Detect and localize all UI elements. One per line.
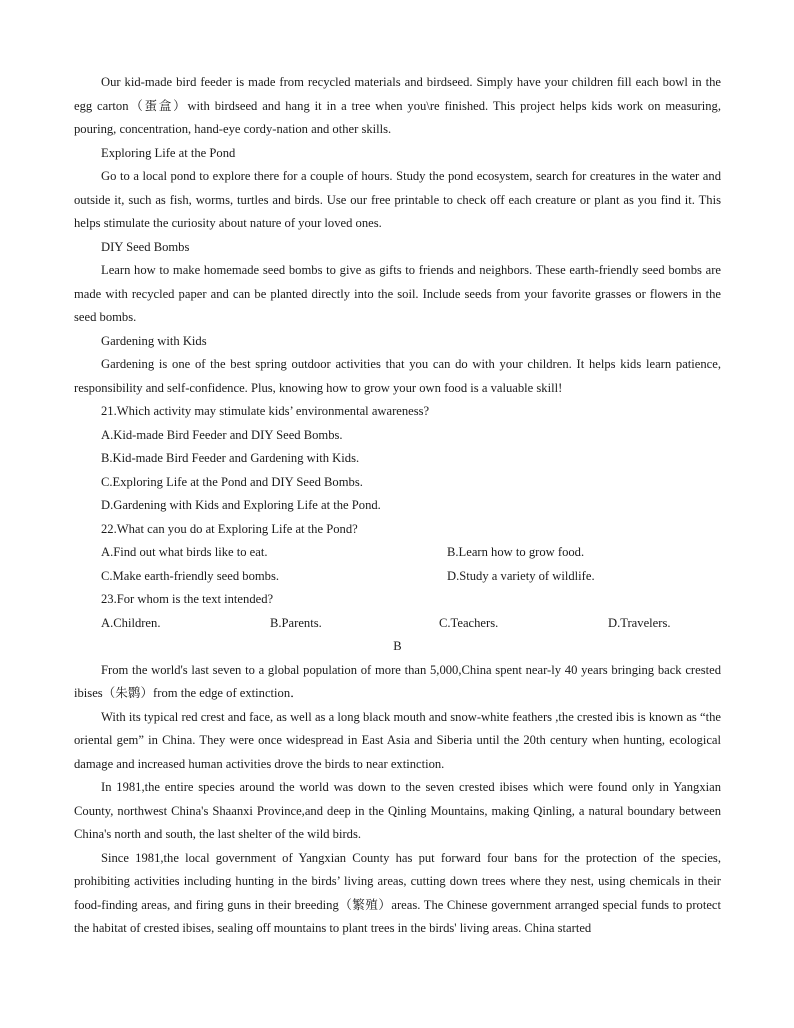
- question-23-options-row: [74, 612, 721, 636]
- question-23-option-c: C.Teachers.: [439, 615, 499, 630]
- passage-b-paragraph-3: In 1981,the entire species around the world was down to the seven crested ibises which were found only in Yangxian County, northwest China's Shaanxi Province,and deep in the Qinling Mountains, making Qinling, a natural boundary between China's north and south, the last shelter of the wild birds.: [74, 780, 721, 841]
- bird-feeder-paragraph: Our kid-made bird feeder is made from recycled materials and birdseed. Simply have your children fill each bowl in the egg carton（蛋盒）with birdseed and hang it in a tree when you\re finished. This project helps kids work on measuring, pouring, concentration, hand-eye cordy-nation and other skills.: [74, 75, 721, 136]
- section-text-seed-bombs: Learn how to make homemade seed bombs to give as gifts to friends and neighbors. These earth-friendly seed bombs are made with recycled paper and can be planted directly into the soil. Include seeds from your favorite grasses or flowers in the seed bombs.: [74, 263, 721, 324]
- question-22-option-b: B.Learn how to grow food.: [447, 545, 585, 559]
- question-22-option-a: A.Find out what birds like to eat.: [101, 545, 268, 559]
- question-23-stem: 23.For whom is the text intended?: [101, 592, 274, 606]
- section-text-pond: Go to a local pond to explore there for a couple of hours. Study the pond ecosystem, search for creatures in the water and outside it, such as fish, worms, turtles and birds. Use our free printable to check off each creature or plant as you find it. This helps stimulate the curiosity about nature of your loved ones.: [74, 169, 721, 230]
- section-text-gardening: Gardening is one of the best spring outdoor activities that you can do with your children. It helps kids learn patience, responsibility and self-confidence. Plus, knowing how to grow your own food is a valuable skill!: [74, 357, 721, 395]
- passage-b-paragraph-1: From the world's last seven to a global population of more than 5,000,China spent near-ly 40 years bringing back crested ibises（朱鹮）from the edge of extinction．: [74, 662, 721, 700]
- passage-b-paragraph-2: With its typical red crest and face, as well as a long black mouth and snow-white feathers ,the crested ibis is known as “the oriental gem” in China. They were once widespread in East Asia and Siberia until the 20th century when hunting, ecological damage and increased human activities drove the birds to near extinction.: [74, 709, 721, 771]
- question-21-option-b: B.Kid-made Bird Feeder and Gardening with Kids.: [101, 451, 360, 465]
- question-23-option-a: A.Children.: [101, 615, 161, 630]
- question-22-stem: 22.What can you do at Exploring Life at the Pond?: [101, 521, 358, 536]
- question-22-options-row-2: [74, 565, 721, 589]
- question-22-options-row-1: [74, 541, 721, 565]
- question-22-option-c: C.Make earth-friendly seed bombs.: [101, 568, 280, 583]
- question-23-option-b: B.Parents.: [270, 615, 322, 630]
- passage-b-paragraph-4: Since 1981,the local government of Yangxian County has put forward four bans for the protection of the species, prohibiting activities including hunting in the birds’ living areas, cutting down trees where they nest, using chemicals in their food-finding areas, and firing guns in their breeding（繁殖）areas. The Chinese government arranged special funds to protect the habitat of crested ibises, sealing off mountains to plant trees in the birds' living areas. China started: [74, 850, 721, 935]
- question-21-option-d: D.Gardening with Kids and Exploring Life at the Pond.: [101, 498, 381, 512]
- section-heading-seed-bombs: DIY Seed Bombs: [101, 239, 190, 254]
- question-22-option-d: D.Study a variety of wildlife.: [447, 568, 595, 583]
- question-21-option-c: C.Exploring Life at the Pond and DIY Seed Bombs.: [101, 474, 363, 489]
- question-23-option-d: D.Travelers.: [608, 615, 671, 630]
- question-21-stem: 21.Which activity may stimulate kids’ environmental awareness?: [101, 404, 430, 418]
- question-21-option-a: A.Kid-made Bird Feeder and DIY Seed Bombs.: [101, 427, 343, 442]
- section-heading-pond: Exploring Life at the Pond: [101, 145, 236, 160]
- section-heading-gardening: Gardening with Kids: [101, 333, 207, 348]
- passage-b-label: B: [393, 639, 402, 653]
- document-page: [74, 71, 721, 941]
